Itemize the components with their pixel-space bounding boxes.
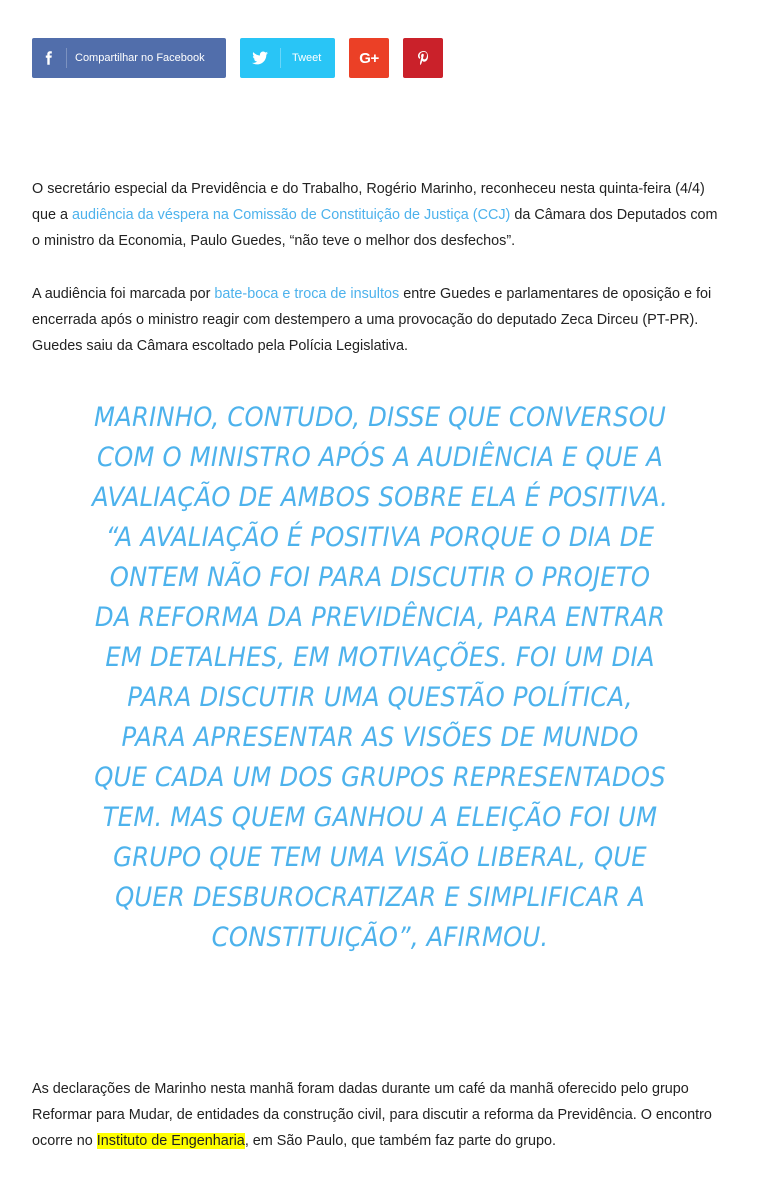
divider	[280, 48, 281, 68]
article-paragraph-2	[32, 281, 725, 359]
twitter-icon	[240, 38, 280, 78]
paragraph-text: O secretário especial da Previdência e do Trabalho, Rogério Marinho, reconheceu nesta quinta-feira (4/4) que a	[32, 181, 705, 223]
pinterest-icon	[418, 51, 429, 65]
ccj-hearing-link[interactable]: audiência da véspera na Comissão de Constituição de Justiça (CCJ)	[72, 207, 511, 223]
divider	[66, 48, 67, 68]
paragraph-text: , em São Paulo, que também faz parte do grupo.	[244, 1133, 556, 1149]
facebook-share-button[interactable]	[32, 38, 226, 78]
highlighted-text: Instituto de Engenharia	[96, 1133, 245, 1149]
googleplus-icon: G+	[359, 49, 379, 67]
paragraph-text: As declarações de Marinho nesta manhã foram dadas durante um café da manhã oferecido pelo grupo Reformar para Mudar, de entidades da construção civil, para discutir a reforma da Previdência. O encontro ocorre no	[32, 1081, 712, 1149]
article-paragraph-1	[32, 176, 725, 254]
pinterest-share-button[interactable]	[403, 38, 443, 78]
paragraph-text: A audiência foi marcada por	[32, 286, 215, 302]
paragraph-text: da Câmara dos Deputados com o ministro da Economia, Paulo Guedes, “não teve o melhor dos desfechos”.	[32, 207, 718, 249]
twitter-share-button[interactable]	[240, 38, 335, 78]
bate-boca-link[interactable]: bate-boca e troca de insultos	[214, 286, 400, 302]
twitter-share-label: Tweet	[292, 52, 322, 64]
facebook-icon	[32, 38, 66, 78]
paragraph-text: entre Guedes e parlamentares de oposição e foi encerrada após o ministro reagir com destempero a uma provocação do deputado Zeca Dirceu (PT-PR). Guedes saiu da Câmara escoltado pela Polícia Legislativa.	[32, 286, 712, 354]
article-paragraph-3	[32, 1076, 725, 1154]
facebook-share-label: Compartilhar no Facebook	[75, 52, 205, 64]
pull-quote: MARINHO, CONTUDO, DISSE QUE CONVERSOU COM O MINISTRO APÓS A AUDIÊNCIA E QUE A AVALIAÇÃO DE AMBOS SOBRE ELA É POSITIVA. “A AVALIAÇÃO É POSITIVA PORQUE O DIA DE ONTEM NÃO FOI PARA DISCUTIR O PROJETO DA REFORMA DA PREVIDÊNCIA, PARA ENTRAR EM DETALHES, EM MOTIVAÇÕES. FOI UM DIA PARA DISCUTIR UMA QUESTÃO POLÍTICA, PARA APRESENTAR AS VISÕES DE MUNDO QUE CADA UM DOS GRUPOS REPRESENTADOS TEM. MAS QUEM GANHOU A ELEIÇÃO FOI UM GRUPO QUE TEM UMA VISÃO LIBERAL, QUE QUER DESBUROCRATIZAR E SIMPLIFICAR A CONSTITUIÇÃO”, AFIRMOU.	[92, 402, 668, 953]
googleplus-share-button[interactable]	[349, 38, 389, 78]
